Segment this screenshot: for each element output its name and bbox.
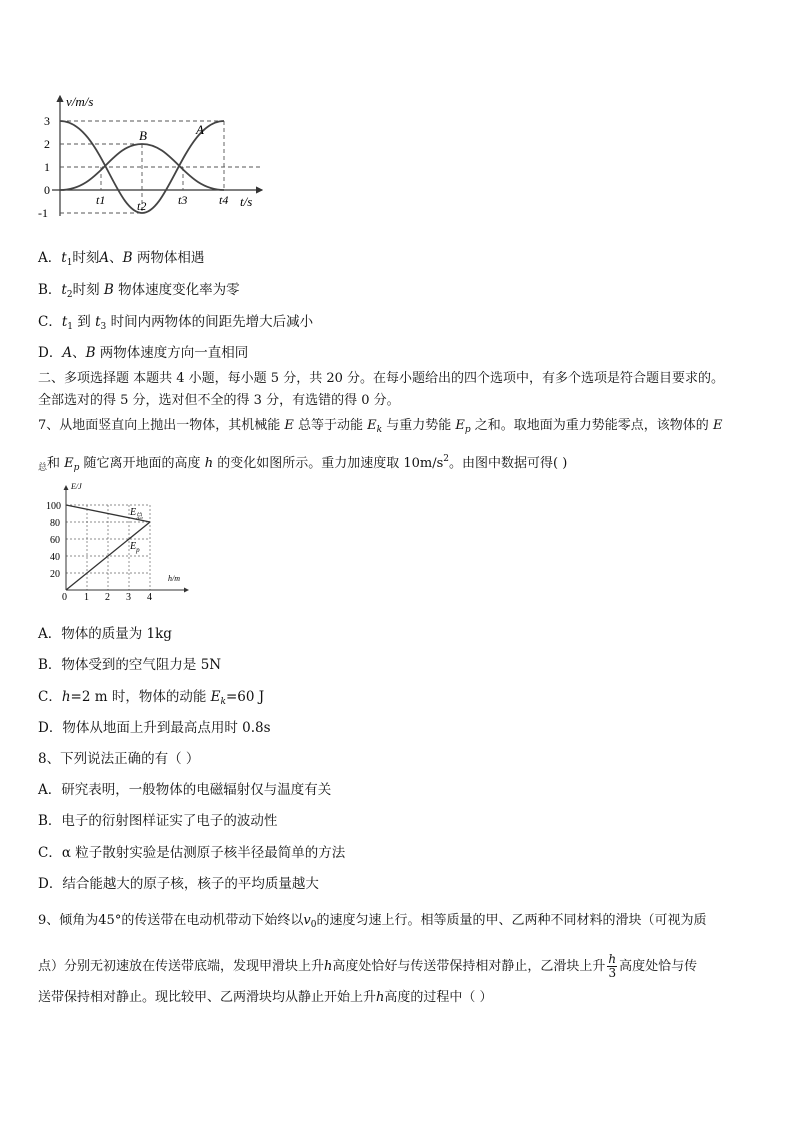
y-tick-3: 3	[44, 114, 50, 128]
q9-stem-line2: 点）分别无初速放在传送带底端，发现甲滑块上升h高度处恰好与传送带保持相对静止，乙滑块上升 $\frac{h}{3}$ 高度处恰与传	[38, 952, 698, 980]
section-2-instructions-line1: 二、多项选择题 本题共 4 小题，每小题 5 分，共 20 分。在每小题给出的四个选项中，有多个选项是符合题目要求的。	[38, 371, 725, 386]
y-tick-neg1: -1	[38, 206, 48, 220]
x-tick-t4: t4	[219, 193, 229, 207]
y-tick-1: 1	[44, 160, 50, 174]
h-tick-1: 1	[84, 592, 89, 602]
energy-height-graph	[38, 480, 198, 602]
velocity-time-graph	[30, 88, 275, 223]
h-tick-2: 2	[105, 592, 110, 602]
q6-option-d: D．A、B 两物体速度方向一直相同	[38, 345, 249, 361]
e-tick-60: 60	[50, 535, 60, 546]
section-2-instructions-line2: 全部选对的得 5 分，选对但不全的得 3 分，有选错的得 0 分。	[38, 393, 400, 408]
fraction-h-over-3: $\frac{h}{3}$	[608, 952, 617, 980]
e-p-label: $E_p$	[130, 541, 140, 554]
x-axis-label: t/s	[240, 194, 253, 209]
q6-option-b: B．$t_2$时刻 B 物体速度变化率为零	[38, 282, 240, 300]
e-tick-40: 40	[50, 552, 60, 563]
h-tick-4: 4	[147, 592, 152, 602]
q7-option-d: D．物体从地面上升到最高点用时 0.8s	[38, 720, 271, 736]
h-axis-label: h/m	[168, 574, 180, 583]
h-tick-3: 3	[126, 592, 131, 602]
y-tick-0: 0	[44, 183, 50, 197]
h-tick-0: 0	[62, 592, 67, 602]
q8-option-c: C．α 粒子散射实验是估测原子核半径最简单的方法	[38, 845, 346, 861]
e-axis-label: E/J	[71, 482, 82, 491]
x-tick-t1: t1	[96, 193, 106, 207]
x-tick-t3: t3	[178, 193, 188, 207]
q8-stem: 8、下列说法正确的有（ ）	[38, 751, 200, 767]
q7-option-b: B．物体受到的空气阻力是 5N	[38, 657, 222, 673]
q9-stem-line3: 送带保持相对静止。现比较甲、乙两滑块均从静止开始上升h高度的过程中（ ）	[38, 990, 493, 1005]
e-total-label: $E_总$	[130, 507, 144, 520]
curve-b-label: B	[139, 128, 147, 143]
e-tick-100: 100	[46, 501, 61, 512]
q8-option-d: D．结合能越大的原子核，核子的平均质量越大	[38, 876, 319, 892]
y-tick-2: 2	[44, 137, 50, 151]
curve-a-label: A	[196, 122, 204, 137]
q8-option-b: B．电子的衍射图样证实了电子的波动性	[38, 813, 278, 829]
x-tick-t2: t2	[137, 199, 147, 213]
q7-option-a: A．物体的质量为 1kg	[38, 626, 172, 642]
q9-stem-line1: 9、倾角为45°的传送带在电动机带动下始终以$v_0$的速度匀速上行。相等质量的甲、乙两种不同材料的滑块（可视为质	[38, 913, 707, 930]
q7-stem-line2: $_总$和 $E_p$ 随它离开地面的高度 h 的变化如图所示。重力加速度取 $10m/s^2$。由图中数据可得( )	[38, 454, 568, 473]
q8-option-a: A．研究表明，一般物体的电磁辐射仅与温度有关	[38, 782, 332, 798]
q6-option-a: A．$t_1$时刻A、B 两物体相遇	[38, 250, 205, 268]
q7-option-c: C．h=2 m 时，物体的动能 $E_k=60$ J	[38, 689, 265, 707]
e-tick-20: 20	[50, 569, 60, 580]
y-axis-label: v/m/s	[66, 94, 94, 109]
q7-stem-line1: 7、从地面竖直向上抛出一物体，其机械能 E 总等于动能 $E_k$ 与重力势能 $E_p$ 之和。取地面为重力势能零点，该物体的 E	[38, 418, 723, 435]
q6-option-c: C．$t_1$ 到 $t_3$ 时间内两物体的间距先增大后减小	[38, 314, 314, 332]
e-tick-80: 80	[50, 518, 60, 529]
